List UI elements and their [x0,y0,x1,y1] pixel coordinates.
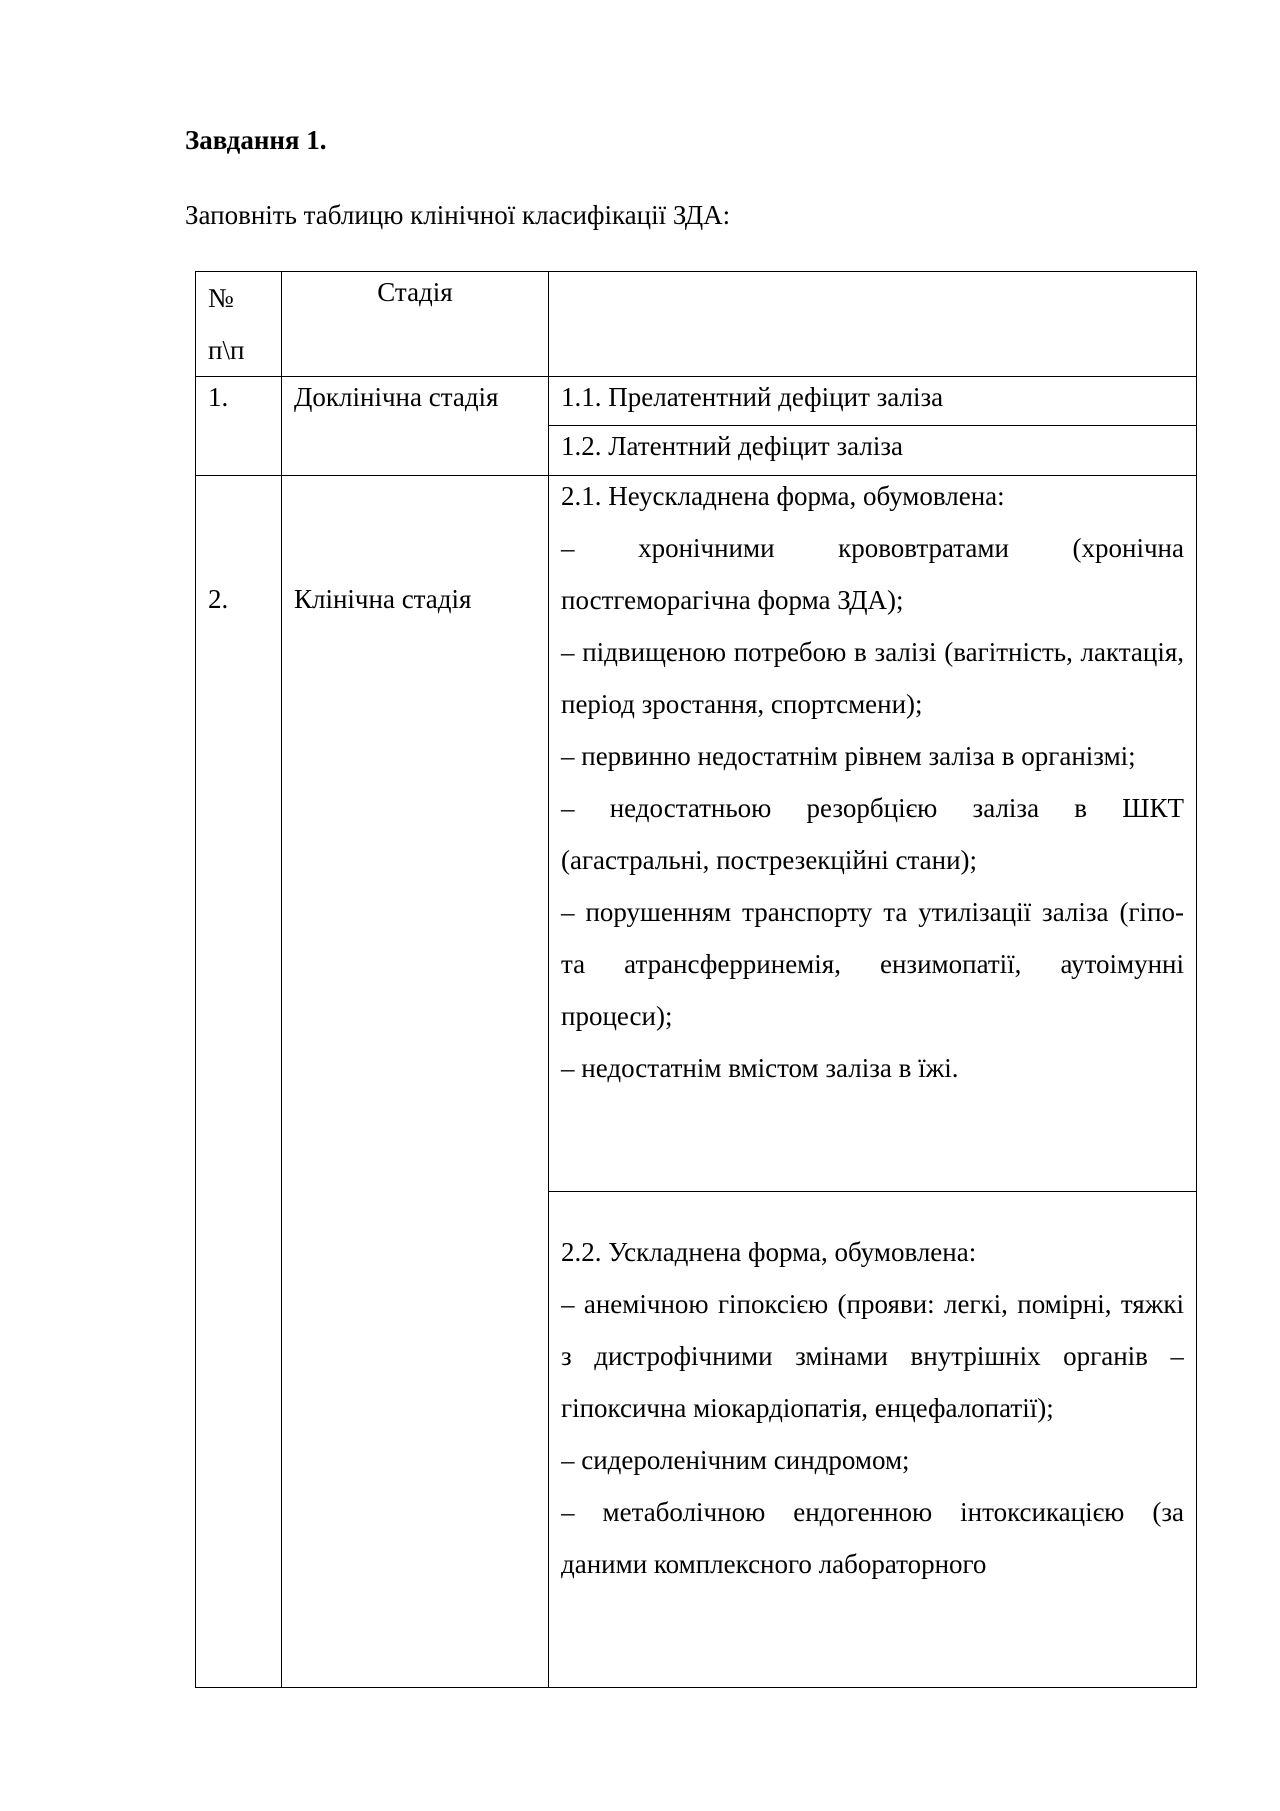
header-empty-cell [549,272,1197,377]
block-line: – первинно недостатнім рівнем заліза в організмі; [561,741,1136,771]
block-line: – сидероленічним синдромом; [561,1445,910,1475]
row1-num: 1. [196,377,282,476]
task-instruction: Заповніть таблицю клінічної класифікації ЗДА: [185,200,731,230]
header-stage-cell: Стадія [282,272,549,377]
block-line: – недостатнім вмістом заліза в їжі. [561,1053,959,1083]
task-title: Завдання 1. [185,125,327,155]
block-line: – хронічними крововтратами (хронічна постгеморагічна форма ЗДА); [561,533,1184,615]
row2-stage: Клінічна стадія [282,476,549,1688]
block-line: – недостатньою резорбцією заліза в ШКТ (агастральні, пострезекційні стани); [561,793,1184,875]
block-line: – метаболічною ендогенною інтоксикацією (за даними комплексного лабораторного [561,1497,1184,1579]
block-line: – анемічною гіпоксією (прояви: легкі, помірні, тяжкі з дистрофічними змінами внутрішніх органів – гіпоксична міокардіопатія, енцефалопатії); [561,1289,1184,1423]
header-num-abbr: п\п [208,335,245,365]
header-num-symbol: № [208,283,234,313]
table-row [196,377,1197,426]
header-num-cell [196,272,282,377]
classification-table [195,271,1197,1688]
row2-num: 2. [196,476,282,1688]
table-header-row [196,272,1197,377]
row2-block-uncomplicated [549,476,1197,1192]
table-row [196,476,1197,1192]
block-line: – підвищеною потребою в залізі (вагітність, лактація, період зростання, спортсмени); [561,637,1184,719]
row2-block-complicated [549,1192,1197,1688]
row1-item-1: 1.1. Прелатентний дефіцит заліза [549,377,1197,426]
block-line: – порушенням транспорту та утилізації заліза (гіпо- та атрансферринемія, ензимопатії, аутоімунні процеси); [561,897,1184,1031]
row1-item-2: 1.2. Латентний дефіцит заліза [549,426,1197,476]
row1-stage: Доклінічна стадія [282,377,549,476]
block-heading: 2.2. Ускладнена форма, обумовлена: [561,1237,977,1267]
block-heading: 2.1. Неускладнена форма, обумовлена: [561,481,1005,511]
